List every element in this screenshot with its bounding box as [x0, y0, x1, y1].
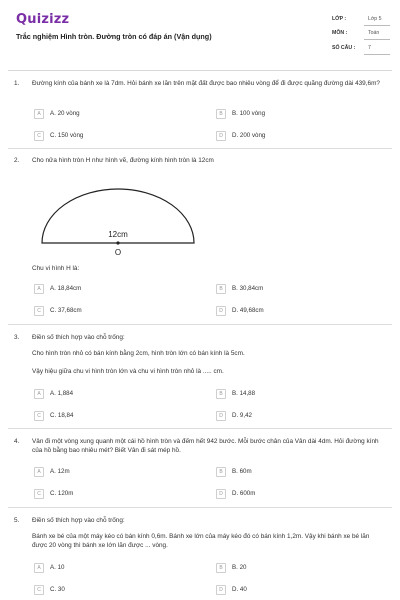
option-letter-box: D [216, 306, 226, 316]
option-text: C. 120m [50, 490, 74, 497]
option-letter-box: C [34, 585, 44, 595]
subject-label: MÔN : [332, 30, 348, 36]
question-text: Đường kính của bánh xe là 7dm. Hỏi bánh xe lăn trên mặt đất được bao nhiêu vòng để đi được quãng đường dài 439,6m? [32, 80, 380, 87]
option-a[interactable] [34, 563, 194, 573]
option-c[interactable] [34, 306, 194, 316]
option-letter-box: D [216, 489, 226, 499]
option-letter-box: D [216, 411, 226, 421]
class-value: Lớp 5 [368, 16, 382, 22]
question-text: Điền số thích hợp vào chỗ trống: [32, 334, 125, 341]
option-c[interactable] [34, 411, 194, 421]
meta-subject [332, 30, 390, 42]
option-b[interactable] [216, 109, 376, 119]
question-line: Vậy hiệu giữa chu vi hình tròn lớn và chu vi hình tròn nhỏ là ..... cm. [32, 368, 224, 375]
worksheet-title: Trắc nghiệm Hình tròn. Đường tròn có đáp án (Vận dụng) [16, 32, 212, 41]
option-letter-box: B [216, 109, 226, 119]
center-point [116, 241, 119, 244]
option-letter-box: C [34, 411, 44, 421]
option-a[interactable] [34, 467, 194, 477]
class-underline [364, 25, 390, 26]
header-divider [8, 70, 392, 71]
option-text: C. 18,84 [50, 412, 74, 419]
option-text: A. 1,884 [50, 390, 74, 397]
question-number: 5. [14, 517, 20, 524]
option-d[interactable] [216, 489, 376, 499]
option-text: D. 600m [232, 490, 256, 497]
option-letter-box: B [216, 284, 226, 294]
option-letter-box: C [34, 131, 44, 141]
option-text: C. 30 [50, 586, 65, 593]
meta-count [332, 45, 390, 57]
diameter-label: 12cm [108, 230, 128, 239]
question-text: Vân đi một vòng xung quanh một cái hồ hình tròn và đếm hết 942 bước. Mỗi bước chân của Vân dài 4dm. Hỏi đường kính của hồ bằng bao nhiêu mét? Biết Vân đi sát mép hồ. [32, 438, 379, 454]
question-divider [8, 507, 392, 508]
option-text: A. 10 [50, 564, 65, 571]
subject-underline [364, 39, 390, 40]
option-text: D. 9,42 [232, 412, 252, 419]
option-text: A. 20 vòng [50, 110, 80, 117]
question-line: Bánh xe bé của một máy kéo có bán kính 0,6m. Bánh xe lớn của máy kéo đó có bán kính 1,2m. Vậy khi bánh xe bé lăn được 20 vòng thì bánh xe lớn lăn được ... vòng. [32, 533, 370, 549]
option-text: B. 100 vòng [232, 110, 266, 117]
question-text: Điền số thích hợp vào chỗ trống: [32, 517, 125, 524]
option-b[interactable] [216, 467, 376, 477]
question-divider [8, 148, 392, 149]
option-letter-box: D [216, 585, 226, 595]
option-letter-box: A [34, 563, 44, 573]
question-line: Cho hình tròn nhỏ có bán kính bằng 2cm, hình tròn lớn có bán kính là 5cm. [32, 350, 245, 357]
option-d[interactable] [216, 131, 376, 141]
quizizz-logo: Quizizz [16, 12, 70, 27]
question-text: Cho nửa hình tròn H như hình vẽ, đường kính hình tròn là 12cm [32, 157, 214, 164]
class-label: LỚP : [332, 16, 347, 22]
option-text: A. 12m [50, 468, 70, 475]
option-letter-box: C [34, 306, 44, 316]
option-d[interactable] [216, 306, 376, 316]
question-number: 2. [14, 157, 20, 164]
option-d[interactable] [216, 585, 376, 595]
option-letter-box: B [216, 563, 226, 573]
subject-value: Toán [368, 30, 380, 36]
center-label: O [114, 248, 122, 257]
question-subtext: Chu vi hình H là: [32, 265, 80, 272]
option-text: D. 200 vòng [232, 132, 266, 139]
option-letter-box: B [216, 389, 226, 399]
option-b[interactable] [216, 389, 376, 399]
option-b[interactable] [216, 284, 376, 294]
question-number: 1. [14, 80, 20, 87]
option-text: B. 30,84cm [232, 285, 264, 292]
option-text: B. 20 [232, 564, 247, 571]
meta-class [332, 16, 390, 28]
question-number: 4. [14, 438, 20, 445]
option-d[interactable] [216, 411, 376, 421]
option-c[interactable] [34, 489, 194, 499]
worksheet-header [0, 0, 400, 72]
option-letter-box: C [34, 489, 44, 499]
option-text: B. 14,88 [232, 390, 256, 397]
option-letter-box: A [34, 284, 44, 294]
question-number: 3. [14, 334, 20, 341]
option-letter-box: A [34, 467, 44, 477]
option-c[interactable] [34, 585, 194, 595]
option-a[interactable] [34, 389, 194, 399]
option-a[interactable] [34, 109, 194, 119]
option-c[interactable] [34, 131, 194, 141]
question-divider [8, 428, 392, 429]
option-letter-box: B [216, 467, 226, 477]
option-text: A. 18,84cm [50, 285, 82, 292]
option-text: D. 40 [232, 586, 247, 593]
option-b[interactable] [216, 563, 376, 573]
count-label: SỐ CÂU : [332, 45, 356, 51]
option-letter-box: A [34, 109, 44, 119]
count-underline [364, 54, 390, 55]
option-text: B. 60m [232, 468, 252, 475]
option-letter-box: D [216, 131, 226, 141]
question-divider [8, 324, 392, 325]
option-text: D. 49,68cm [232, 307, 264, 314]
option-a[interactable] [34, 284, 194, 294]
option-text: C. 150 vòng [50, 132, 84, 139]
semicircle-figure [38, 185, 198, 263]
option-letter-box: A [34, 389, 44, 399]
count-value: 7 [368, 45, 371, 51]
option-text: C. 37,68cm [50, 307, 82, 314]
